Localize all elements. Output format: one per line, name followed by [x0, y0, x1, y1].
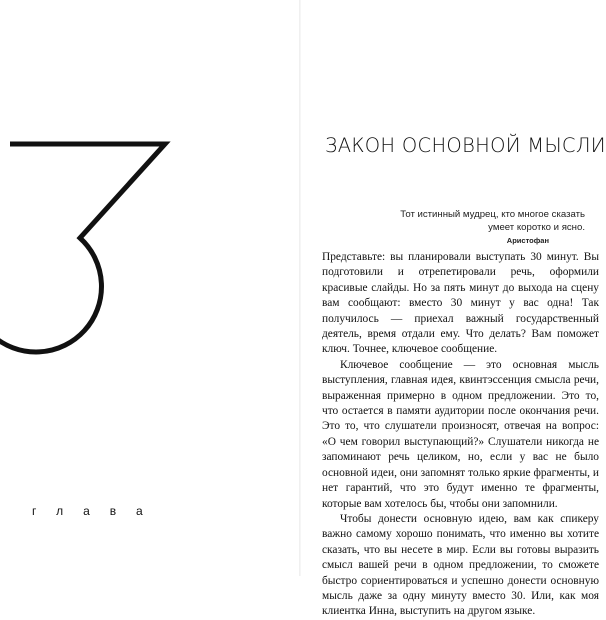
paragraph: Представьте: вы планировали выступать 30 минут. Вы подготовили и отрепетировали речь, оформили красивые слайды. Но за пять минут до выхода на сцену вам сообщают: вместо 30 минут у вас одна! Так получилось — приехал важный государственный деятель, время отдали ему. Что делать? Вам поможет ключ. Точнее, ключевое сообщение. — [322, 251, 599, 356]
paragraph: Ключевое сообщение — это основная мысль выступления, главная идея, квинтэссенция смысла речи, выраженная примерно в одном предложении. Это то, что остается в памяти аудитории после окончания речи. Это то, что слушатели произносят, отвечая на вопрос: «О чем говорил выступающий?» Слушатели никогда не запоминают речь целиком, но, если у вас не было основной идеи, они запомнят только яркие фрагменты, и нет гарантий, что это будут именно те фрагменты, которые вам хотелось бы, чтобы они запомнили. — [322, 358, 599, 510]
body-text — [322, 250, 599, 620]
left-page — [0, 0, 299, 576]
chapter-label: глава — [32, 504, 163, 518]
right-page — [301, 0, 606, 618]
epigraph — [385, 208, 585, 245]
epigraph-quote: Тот истинный мудрец, кто многое сказать умеет коротко и ясно. — [400, 209, 585, 233]
chapter-number-graphic — [0, 130, 180, 370]
epigraph-author: Аристофан — [506, 236, 549, 245]
paragraph: Чтобы донести основную идею, вам как спикеру важно самому хорошо понимать, что именно вы хотите сказать, что вы несете в мир. Если вы готовы выразить смысл вашей речи в одном предложении, то сможете быстро сориентироваться и успешно донести основную мысль даже за одну минуту вместо 30. Или, как моя клиентка Инна, выступить на другом языке. — [322, 512, 599, 618]
digit-three-stroke — [0, 144, 165, 352]
chapter-title: ЗАКОН ОСНОВНОЙ МЫСЛИ — [325, 134, 606, 157]
